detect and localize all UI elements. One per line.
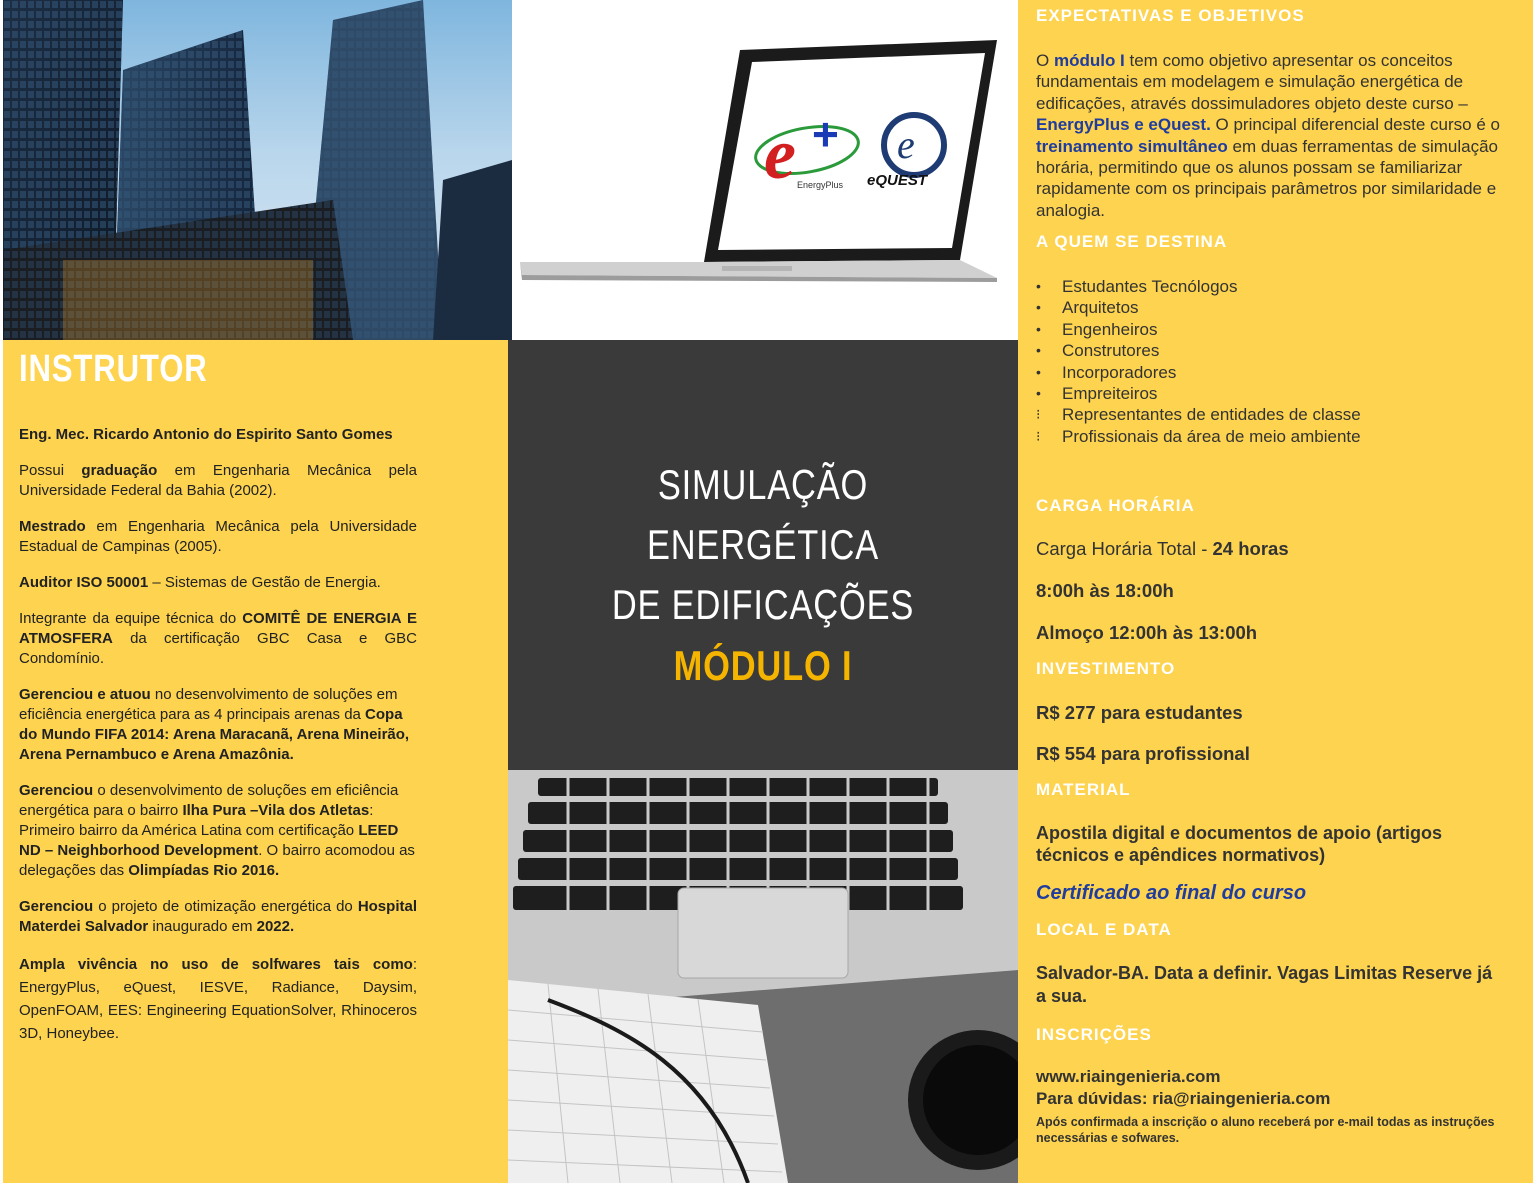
hours-total: Carga Horária Total - 24 horas [1036, 538, 1289, 559]
skyscrapers-illustration [3, 0, 512, 340]
course-title-line2: DE EDIFICAÇÕES [611, 581, 915, 628]
section-heading-investment: INVESTIMENTO [1036, 659, 1176, 678]
material-text: Apostila digital e documentos de apoio (artigos técnicos e apêndices normativos) [1036, 823, 1443, 865]
list-item: • Incorporadores [1036, 362, 1177, 382]
objectives-text: O módulo I tem como objetivo apresentar os conceitos fundamentais em modelagem e simulação energética de edificações, através dossimuladores objeto deste curso – EnergyPlus e eQuest. O principal diferencial deste curso é o treinamento simultâneo em duas ferramentas de simulação horária, permitindo que os alunos possam se familiarizar rapidamente com os principais parâmetros por similaridade e analogia. [1036, 51, 1500, 220]
list-item: • Estudantes Tecnólogos [1036, 277, 1238, 296]
course-info-column [1018, 0, 1533, 1183]
section-heading-hours: CARGA HORÁRIA [1036, 496, 1195, 515]
instructor-name: Eng. Mec. Ricardo Antonio do Espirito Santo Gomes [19, 426, 393, 443]
instructor-column [3, 340, 508, 1183]
laptop-illustration [512, 0, 1018, 340]
section-heading-location: LOCAL E DATA [1036, 920, 1172, 939]
module-label: MÓDULO I [673, 642, 853, 689]
section-heading-audience: A QUEM SE DESTINA [1036, 232, 1228, 251]
section-heading-objectives: EXPECTATIVAS E OBJETIVOS [1036, 6, 1305, 25]
hours-lunch: Almoço 12:00h às 13:00h [1036, 622, 1258, 643]
bio-software: Ampla vivência no uso de solfwares tais como: EnergyPlus, eQuest, IESVE, Radiance, Daysim, OpenFOAM, EES: Engineering EquationSolver, Rhinoceros 3D, Honeybee. [19, 956, 417, 1042]
instructor-heading: INSTRUTOR [19, 348, 208, 390]
keyboard-notebook-photo [508, 770, 1018, 1183]
list-item: • Empreiteiros [1036, 384, 1158, 404]
price-students: R$ 277 para estudantes [1036, 702, 1243, 723]
registration-note: Após confirmada a inscrição o aluno receberá por e-mail todas as instruções necessárias e sofwares. [1036, 1115, 1495, 1145]
price-professional: R$ 554 para profissional [1036, 743, 1250, 764]
list-item: • Arquitetos [1036, 298, 1139, 318]
hours-schedule: 8:00h às 18:00h [1036, 580, 1174, 601]
svg-text:e: e [897, 122, 915, 167]
list-item: • Engenheiros [1036, 319, 1158, 339]
equest-caption: eQUEST [867, 172, 928, 189]
audience-list [1036, 276, 1361, 447]
course-title-line1: SIMULAÇÃO ENERGÉTICA [646, 461, 880, 568]
course-title-panel [508, 340, 1018, 770]
skyscrapers-photo [3, 0, 512, 340]
instructor-bio [19, 425, 417, 1061]
laptop-photo [512, 0, 1018, 340]
list-item: ⁝ Profissionais da área de meio ambiente [1036, 426, 1361, 446]
certificate-text: Certificado ao final do curso [1036, 882, 1307, 904]
location-text: Salvador-BA. Data a definir. Vagas Limitas Reserve já a sua. [1036, 963, 1493, 1006]
contact-email-link[interactable]: Para dúvidas: ria@riaingenieria.com [1036, 1089, 1331, 1108]
energyplus-caption: EnergyPlus [797, 180, 844, 190]
list-item: • Construtores [1036, 341, 1160, 361]
bio-hospital: Gerenciou o projeto de otimização energética do Hospital Materdei Salvador inaugurado em 2022. [19, 898, 417, 935]
section-heading-material: MATERIAL [1036, 780, 1131, 799]
list-item: ⁝ Representantes de entidades de classe [1036, 405, 1361, 425]
bio-committee: Integrante da equipe técnica do COMITÊ DE ENERGIA E ATMOSFERA da certificação GBC Casa e GBC Condomínio. [19, 610, 417, 667]
website-link[interactable]: www.riaingenieria.com [1036, 1067, 1221, 1086]
bio-graduation: Possui graduação em Engenharia Mecânica pela Universidade Federal da Bahia (2002). [19, 462, 417, 499]
bio-ilha-pura: Gerenciou o desenvolvimento de soluções em eficiência energética para o bairro Ilha Pura –Vila dos Atletas: Primeiro bairro da América Latina com certificação LEED ND – Neighborhood Development. O bairro acomodou as delegações das Olimpíadas Rio 2016. [19, 782, 415, 879]
keyboard-illustration [508, 770, 1018, 1183]
section-heading-registration: INSCRIÇÕES [1036, 1025, 1152, 1044]
bio-masters: Mestrado em Engenharia Mecânica pela Universidade Estadual de Campinas (2005). [19, 518, 417, 555]
bio-fifa: Gerenciou e atuou no desenvolvimento de soluções em eficiência energética para as 4 principais arenas da Copa do Mundo FIFA 2014: Arena Maracanã, Arena Mineirão, Arena Pernambuco e Arena Amazônia. [19, 686, 410, 763]
svg-text:+: + [812, 108, 839, 160]
bio-auditor: Auditor ISO 50001 – Sistemas de Gestão de Energia. [19, 574, 381, 591]
svg-text:e: e [764, 114, 796, 194]
